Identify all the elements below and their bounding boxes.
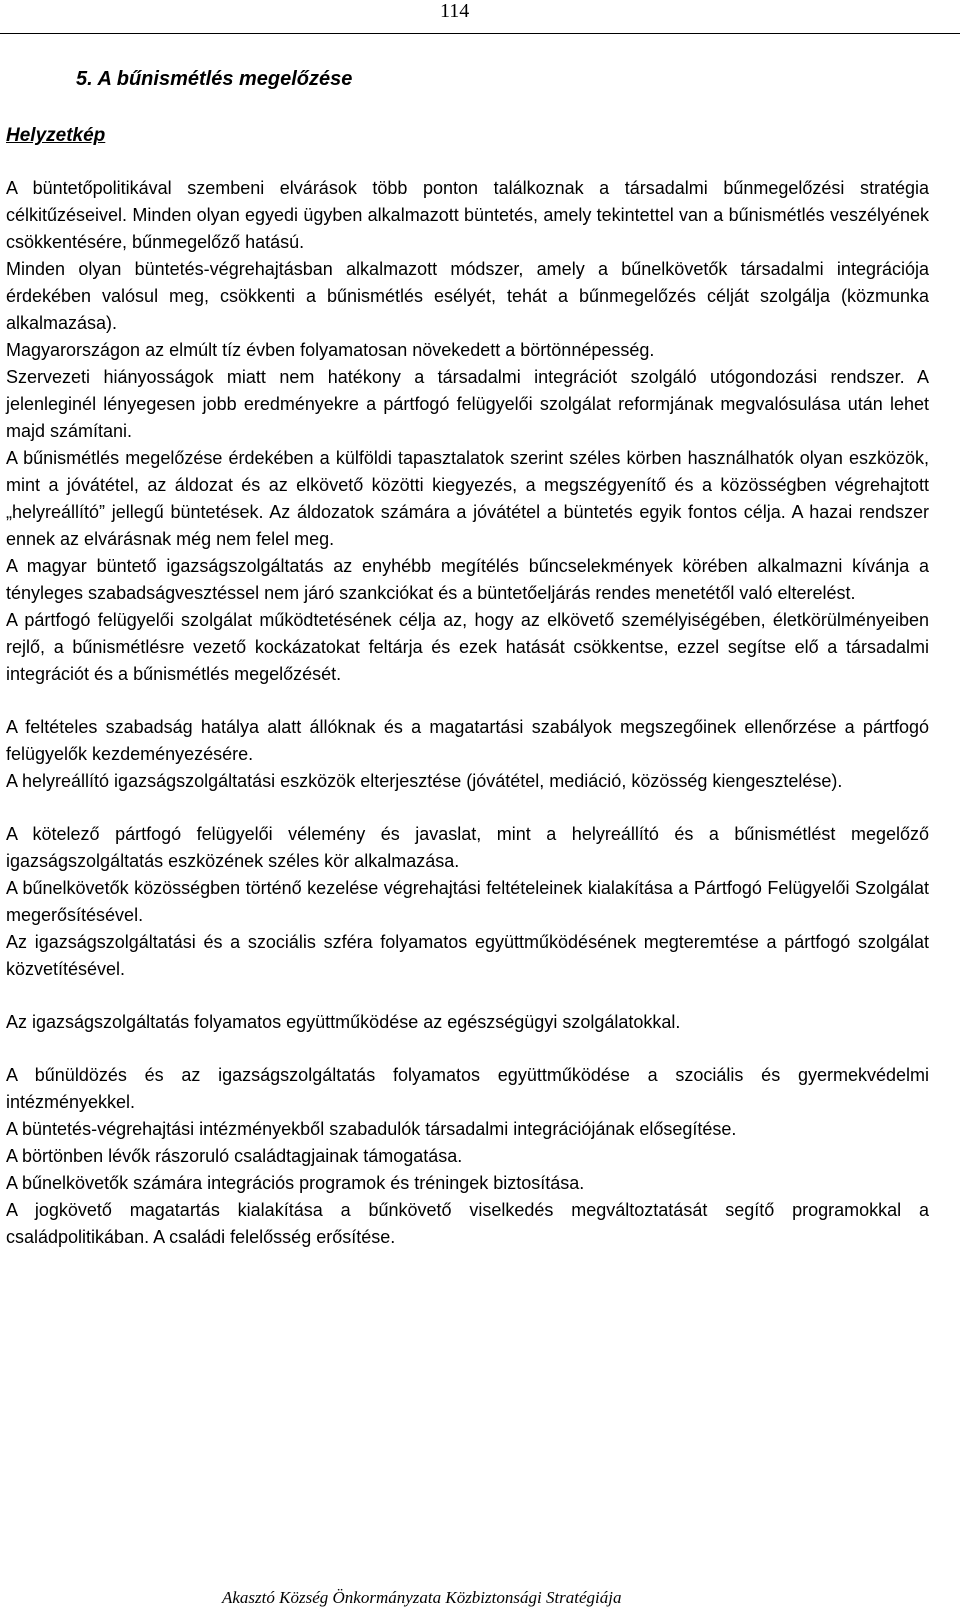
paragraph-18: A jogkövető magatartás kialakítása a bűnkövető viselkedés megváltoztatását segítő programokkal a családpolitikában. A családi felelősség erősítése.	[6, 1200, 929, 1247]
paragraph-16: A börtönben lévők rászoruló családtagjainak támogatása.	[6, 1146, 463, 1166]
paragraph-17: A bűnelkövetők számára integrációs programok és tréningek biztosítása.	[6, 1173, 585, 1193]
section-heading: Helyzetkép	[6, 125, 106, 146]
page-number: 114	[440, 0, 470, 22]
paragraph-6: A magyar büntető igazságszolgáltatás az enyhébb megítélés bűncselekmények körében alkalmazni kívánja a tényleges szabadságvesztéssel nem járó szankciókat és a büntetőeljárás rendes menetétől való elterelést.	[6, 556, 929, 603]
paragraph-15: A büntetés-végrehajtási intézményekből szabadulók társadalmi integrációjának elősegítése.	[6, 1119, 737, 1139]
paragraph-8: A feltételes szabadság hatálya alatt állóknak és a magatartási szabályok megszegőinek ellenőrzése a pártfogó felügyelők kezdeményezésére.	[6, 717, 929, 764]
paragraph-12: Az igazságszolgáltatási és a szociális szféra folyamatos együttműködésének megteremtése a pártfogó szolgálat közvetítésével.	[6, 932, 929, 979]
footer: Akasztó Község Önkormányzata Közbiztonsági Stratégiája	[222, 1588, 622, 1607]
paragraph-10: A kötelező pártfogó felügyelői vélemény és javaslat, mint a helyreállító és a bűnismétlést megelőző igazságszolgáltatás eszközének széles kör alkalmazása.	[6, 824, 929, 871]
paragraph-3: Magyarországon az elmúlt tíz évben folyamatosan növekedett a börtönnépesség.	[6, 340, 655, 360]
paragraph-4: Szervezeti hiányosságok miatt nem hatékony a társadalmi integrációt szolgáló utógondozási rendszer. A jelenleginél lényegesen jobb eredményekre a pártfogó felügyelői szolgálat reformjának megvalósulása után lehet majd számítani.	[6, 367, 929, 441]
paragraph-7: A pártfogó felügyelői szolgálat működtetésének célja az, hogy az elkövető személyiségében, életkörülményeiben rejlő, a bűnismétlésre vezető kockázatokat feltárja és ezek hatását csökkentse, ezzel segítse elő a társadalmi integrációt és a bűnismétlés megelőzését.	[6, 610, 929, 684]
header-divider	[0, 33, 960, 34]
paragraph-14: A bűnüldözés és az igazságszolgáltatás folyamatos együttműködése a szociális és gyermekvédelmi intézményekkel.	[6, 1065, 929, 1112]
paragraph-2: Minden olyan büntetés-végrehajtásban alkalmazott módszer, amely a bűnelkövetők társadalmi integrációja érdekében valósul meg, csökkenti a bűnismétlés esélyét, tehát a bűnmegelőzés célját szolgálja (közmunka alkalmazása).	[6, 259, 929, 333]
paragraph-13: Az igazságszolgáltatás folyamatos együttműködése az egészségügyi szolgálatokkal.	[6, 1012, 681, 1032]
body-text	[6, 175, 929, 1251]
paragraph-5: A bűnismétlés megelőzése érdekében a külföldi tapasztalatok szerint széles körben használhatók olyan eszközök, mint a jóvátétel, az áldozat és az elkövető közötti kiegyezés, a megszégyenítő és a közösségben végrehajtott „helyreállító” jellegű büntetések. Az áldozatok számára a jóvátétel a büntetés egyik fontos célja. A hazai rendszer ennek az elvárásnak még nem felel meg.	[6, 448, 929, 549]
paragraph-1: A büntetőpolitikával szembeni elvárások több ponton találkoznak a társadalmi bűnmegelőzési stratégia célkitűzéseivel. Minden olyan egyedi ügyben alkalmazott büntetés, amely tekintettel van a bűnismétlés veszélyének csökkentésére, bűnmegelőző hatású.	[6, 178, 929, 252]
chapter-heading: 5. A bűnismétlés megelőzése	[76, 68, 353, 90]
paragraph-9: A helyreállító igazságszolgáltatási eszközök elterjesztése (jóvátétel, mediáció, közösség kiengesztelése).	[6, 771, 843, 791]
paragraph-11: A bűnelkövetők közösségben történő kezelése végrehajtási feltételeinek kialakítása a Pártfogó Felügyelői Szolgálat megerősítésével.	[6, 878, 929, 925]
